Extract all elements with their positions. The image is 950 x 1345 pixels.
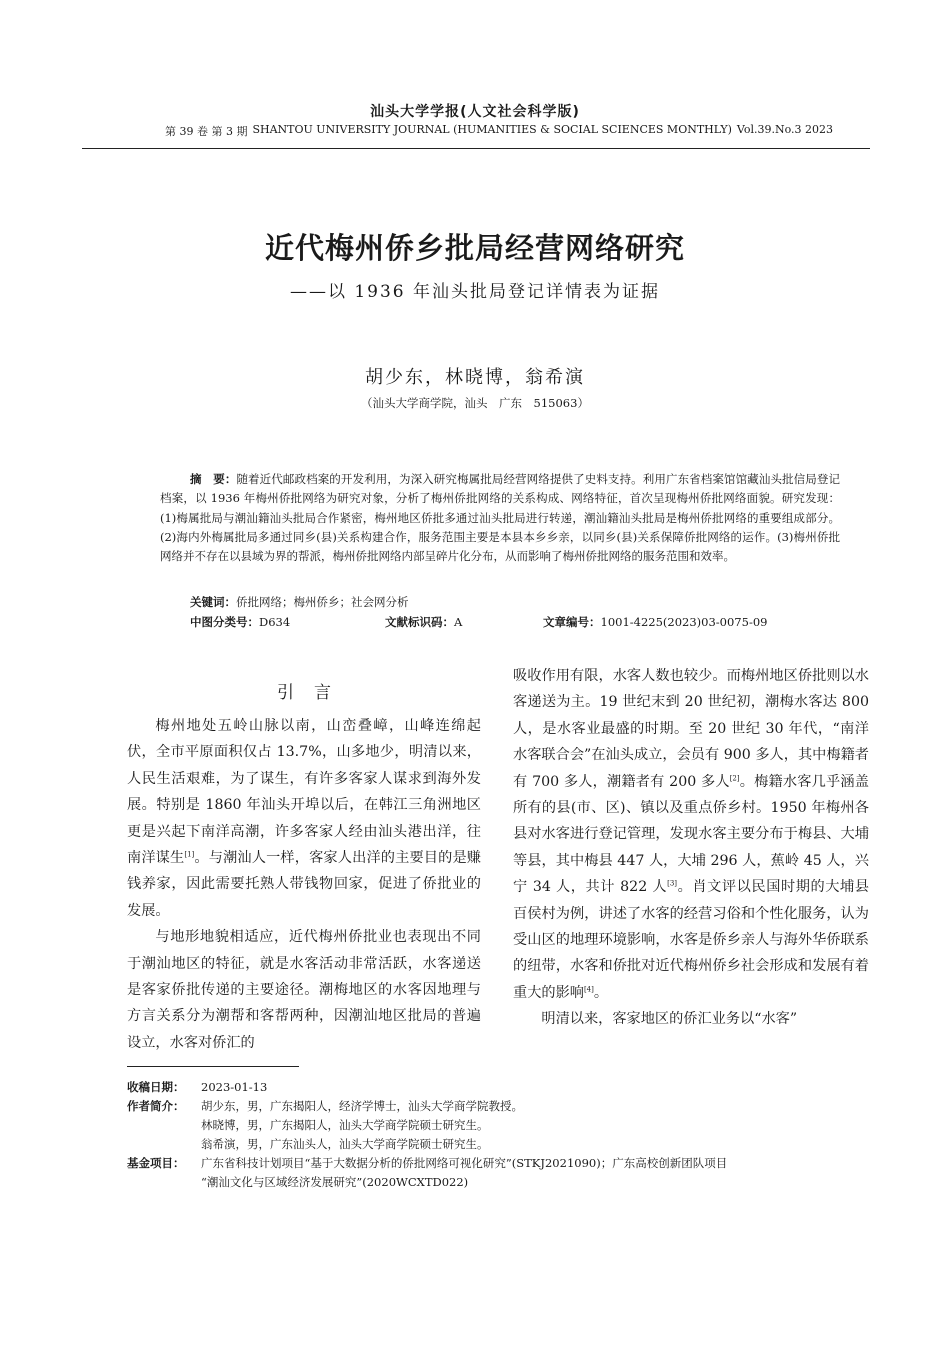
clc-code: 中图分类号：D634: [190, 615, 291, 629]
body-paragraph: 吸收作用有限，水客人数也较少。而梅州地区侨批则以水客递送为主。19 世纪末到 20 世纪初，潮梅水客达 800 人，是水客业最盛的时期。至 20 世纪 30 年代，“南洋水客联合会”在汕头成立，会员有 900 多人，其中梅籍者有 700 多人，潮籍者有 200 多人[2]。梅籍水客几乎涵盖所有的县(市、区)、镇以及重点侨乡村。1950 年梅州各县对水客进行登记管理，发现水客主要分布于梅县、大埔等县，其中梅县 447 人，大埔 296 人，蕉岭 45 人，兴宁 34 人，共计 822 人[3]。肖文评以民国时期的大埔县百侯村为例，讲述了水客的经营习俗和个性化服务，认为受山区的地理环境影响，水客是侨乡亲人与海外华侨联系的纽带，水客和侨批对近代梅州侨乡社会形成和发展有着重大的影响[4]。: [513, 668, 869, 1001]
keywords-text: 侨批网络；梅州侨乡；社会网分析: [236, 595, 409, 609]
journal-name: 汕头大学学报(人文社会科学版): [370, 104, 580, 120]
body-paragraph: 梅州地处五岭山脉以南，山峦叠嶂，山峰连绵起伏，全市平原面积仅占 13.7%，山多地少，明清以来，人民生活艰难，为了谋生，有许多客家人谋求到海外发展。特别是 1860 年汕头开埠以后，在韩江三角洲地区更是兴起下南洋高潮，许多客家人经由汕头港出洋，往南洋谋生[1]。与潮汕人一样，客家人出洋的主要目的是赚钱养家，因此需要托熟人带钱物回家，促进了侨批业的发展。: [127, 718, 481, 919]
section-heading-intro: 引言: [277, 683, 351, 703]
body-paragraph: 明清以来，客家地区的侨汇业务以“水客”: [541, 1011, 798, 1028]
author-bio-3: 翁希演，男，广东汕头人，汕头大学商学院硕士研究生。: [201, 1137, 489, 1151]
body-left-column: [127, 713, 481, 1056]
keywords: [190, 594, 409, 610]
article-number: 文章编号：1001-4225(2023)03-0075-09: [543, 615, 768, 629]
paper-title: 近代梅州侨乡批局经营网络研究: [264, 231, 685, 265]
author-bio: 作者简介： 胡少东，男，广东揭阳人，经济学博士，汕头大学商学院教授。 林晓博，男，广东揭阳人，汕头大学商学院硕士研究生。 翁希演，男，广东汕头人，汕头大学商学院硕士研究生。: [127, 1097, 872, 1154]
author-bio-2: 林晓博，男，广东揭阳人，汕头大学商学院硕士研究生。: [201, 1118, 489, 1132]
body-right-column: [513, 663, 869, 1033]
body-paragraph: 与地形地貌相适应，近代梅州侨批业也表现出不同于潮汕地区的特征，就是水客活动非常活跃，水客递送是客家侨批传递的主要途径。潮梅地区的水客因地理与方言关系分为潮帮和客帮两种，因潮汕地区批局的普遍设立，水客对侨汇的: [127, 929, 481, 1051]
issue-line: [165, 123, 833, 139]
author-bio-1: 胡少东，男，广东揭阳人，经济学博士，汕头大学商学院教授。: [201, 1099, 523, 1113]
keywords-label: 关键词：: [190, 595, 236, 609]
fund-info: 基金项目： 广东省科技计划项目“基于大数据分析的侨批网络可视化研究”(STKJ2021090)；广东高校创新团队项目 “潮汕文化与区域经济发展研究”(2020WCXTD022): [127, 1156, 728, 1189]
citation-ref[interactable]: [3]: [667, 879, 678, 888]
abstract-text: 随着近代邮政档案的开发利用，为深入研究梅属批局经营网络提供了史料支持。利用广东省档案馆馆藏汕头批信局登记档案，以 1936 年梅州侨批网络为研究对象，分析了梅州侨批网络的关系构成、网络特征，首次呈现梅州侨批网络面貌。研究发现：(1)梅属批局与潮汕籍汕头批局合作紧密，梅州地区侨批多通过汕头批局进行转递，潮汕籍汕头批局是梅州侨批网络的重要组成部分。(2)海内外梅属批局多通过同乡(县)关系构建合作，服务范围主要是本县本乡乡亲，以同乡(县)关系保障侨批网络的运作。(3)梅州侨批网络并不存在以县域为界的帮派，梅州侨批网络内部呈碎片化分布，从而影响了梅州侨批网络的服务范围和效率。: [160, 472, 840, 564]
abstract: [160, 470, 840, 566]
citation-ref[interactable]: [1]: [184, 850, 195, 859]
footnotes: [127, 1078, 872, 1192]
issue-english-title: SHANTOU UNIVERSITY JOURNAL (HUMANITIES & SOCIAL SCIENCES MONTHLY): [252, 123, 732, 136]
author-list: 胡少东，林晓博，翁希演: [365, 367, 585, 388]
classification-row: [190, 614, 840, 630]
citation-ref[interactable]: [2]: [729, 773, 740, 782]
received-date: 收稿日期： 2023-01-13: [127, 1080, 268, 1094]
paper-subtitle: ——以 1936 年汕头批局登记详情表为证据: [289, 282, 661, 302]
affiliation: （汕头大学商学院，汕头 广东 515063）: [361, 396, 589, 410]
abstract-label: 摘 要：: [190, 472, 237, 486]
footnote-divider: [127, 1066, 299, 1067]
issue-volume: 第 39 卷 第 3 期: [165, 125, 248, 138]
citation-ref[interactable]: [4]: [583, 985, 594, 994]
header-divider: [82, 148, 870, 149]
doc-code: 文献标识码：A: [385, 615, 463, 629]
issue-vol-number: Vol.39.No.3 2023: [736, 123, 833, 136]
